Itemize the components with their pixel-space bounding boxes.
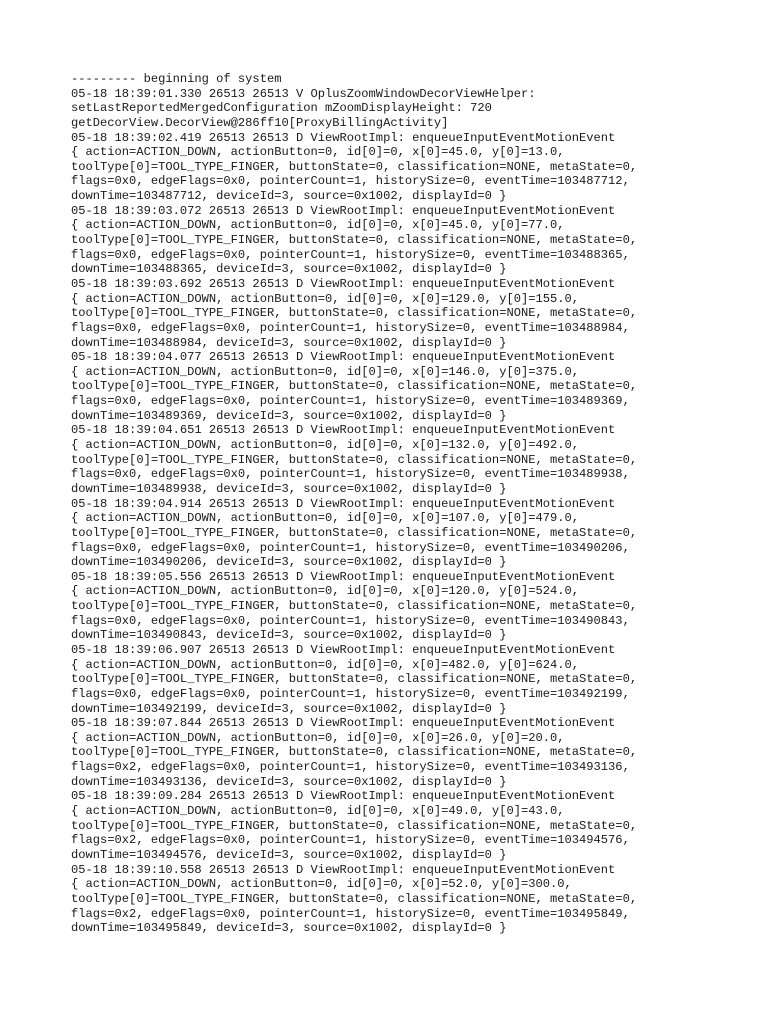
log-entry <box>71 131 711 204</box>
log-line: downTime=103495849, deviceId=3, source=0x1002, displayId=0 } <box>71 921 507 936</box>
log-line: 05-18 18:39:09.284 26513 26513 D ViewRootImpl: enqueueInputEventMotionEvent <box>71 789 616 804</box>
log-line: flags=0x0, edgeFlags=0x0, pointerCount=1, historySize=0, eventTime=103492199, <box>71 686 630 701</box>
log-entry <box>71 497 711 570</box>
log-line: setLastReportedMergedConfiguration mZoomDisplayHeight: 720 <box>71 101 492 116</box>
log-line: { action=ACTION_DOWN, actionButton=0, id[0]=0, x[0]=482.0, y[0]=624.0, <box>71 657 580 672</box>
log-line: 05-18 18:39:05.556 26513 26513 D ViewRootImpl: enqueueInputEventMotionEvent <box>71 569 616 584</box>
log-line: toolType[0]=TOOL_TYPE_FINGER, buttonState=0, classification=NONE, metaState=0, <box>71 891 638 906</box>
log-line: downTime=103490206, deviceId=3, source=0x1002, displayId=0 } <box>71 555 507 570</box>
log-line: 05-18 18:39:03.072 26513 26513 D ViewRootImpl: enqueueInputEventMotionEvent <box>71 203 616 218</box>
log-line: { action=ACTION_DOWN, actionButton=0, id[0]=0, x[0]=146.0, y[0]=375.0, <box>71 364 580 379</box>
log-line: toolType[0]=TOOL_TYPE_FINGER, buttonState=0, classification=NONE, metaState=0, <box>71 159 638 174</box>
log-line: { action=ACTION_DOWN, actionButton=0, id[0]=0, x[0]=132.0, y[0]=492.0, <box>71 438 580 453</box>
log-line: flags=0x2, edgeFlags=0x0, pointerCount=1, historySize=0, eventTime=103495849, <box>71 906 630 921</box>
log-line: { action=ACTION_DOWN, actionButton=0, id[0]=0, x[0]=49.0, y[0]=43.0, <box>71 804 565 819</box>
log-line: toolType[0]=TOOL_TYPE_FINGER, buttonState=0, classification=NONE, metaState=0, <box>71 818 638 833</box>
log-line: flags=0x0, edgeFlags=0x0, pointerCount=1, historySize=0, eventTime=103489369, <box>71 394 630 409</box>
log-line: { action=ACTION_DOWN, actionButton=0, id[0]=0, x[0]=120.0, y[0]=524.0, <box>71 584 580 599</box>
log-line: 05-18 18:39:01.330 26513 26513 V OplusZoomWindowDecorViewHelper: <box>71 86 536 101</box>
log-line: toolType[0]=TOOL_TYPE_FINGER, buttonState=0, classification=NONE, metaState=0, <box>71 306 638 321</box>
log-line: downTime=103490843, deviceId=3, source=0x1002, displayId=0 } <box>71 628 507 643</box>
log-entry <box>71 87 711 131</box>
log-entry <box>71 716 711 789</box>
log-header: --------- beginning of system <box>71 72 282 86</box>
log-entries <box>71 87 711 936</box>
log-line: toolType[0]=TOOL_TYPE_FINGER, buttonState=0, classification=NONE, metaState=0, <box>71 233 638 248</box>
log-entry <box>71 423 711 496</box>
log-line: downTime=103489369, deviceId=3, source=0x1002, displayId=0 } <box>71 408 507 423</box>
log-line: flags=0x0, edgeFlags=0x0, pointerCount=1, historySize=0, eventTime=103488984, <box>71 320 630 335</box>
log-line: { action=ACTION_DOWN, actionButton=0, id[0]=0, x[0]=107.0, y[0]=479.0, <box>71 511 580 526</box>
log-document <box>71 72 711 936</box>
log-entry <box>71 350 711 423</box>
log-line: { action=ACTION_DOWN, actionButton=0, id[0]=0, x[0]=26.0, y[0]=20.0, <box>71 730 565 745</box>
log-line: { action=ACTION_DOWN, actionButton=0, id[0]=0, x[0]=129.0, y[0]=155.0, <box>71 291 580 306</box>
log-line: downTime=103489938, deviceId=3, source=0x1002, displayId=0 } <box>71 481 507 496</box>
log-line: downTime=103488984, deviceId=3, source=0x1002, displayId=0 } <box>71 335 507 350</box>
log-line: flags=0x0, edgeFlags=0x0, pointerCount=1, historySize=0, eventTime=103487712, <box>71 174 630 189</box>
log-line: flags=0x2, edgeFlags=0x0, pointerCount=1, historySize=0, eventTime=103494576, <box>71 833 630 848</box>
log-line: toolType[0]=TOOL_TYPE_FINGER, buttonState=0, classification=NONE, metaState=0, <box>71 672 638 687</box>
log-line: 05-18 18:39:03.692 26513 26513 D ViewRootImpl: enqueueInputEventMotionEvent <box>71 276 616 291</box>
log-line: downTime=103493136, deviceId=3, source=0x1002, displayId=0 } <box>71 774 507 789</box>
log-entry <box>71 204 711 277</box>
log-line: 05-18 18:39:04.914 26513 26513 D ViewRootImpl: enqueueInputEventMotionEvent <box>71 496 616 511</box>
log-line: downTime=103488365, deviceId=3, source=0x1002, displayId=0 } <box>71 262 507 277</box>
log-line: { action=ACTION_DOWN, actionButton=0, id[0]=0, x[0]=45.0, y[0]=13.0, <box>71 145 565 160</box>
log-line: 05-18 18:39:06.907 26513 26513 D ViewRootImpl: enqueueInputEventMotionEvent <box>71 642 616 657</box>
log-line: 05-18 18:39:07.844 26513 26513 D ViewRootImpl: enqueueInputEventMotionEvent <box>71 716 616 731</box>
log-entry <box>71 789 711 862</box>
log-line: 05-18 18:39:04.651 26513 26513 D ViewRootImpl: enqueueInputEventMotionEvent <box>71 423 616 438</box>
log-line: toolType[0]=TOOL_TYPE_FINGER, buttonState=0, classification=NONE, metaState=0, <box>71 599 638 614</box>
log-line: getDecorView.DecorView@286ff10[ProxyBillingActivity] <box>71 115 449 130</box>
log-line: flags=0x0, edgeFlags=0x0, pointerCount=1, historySize=0, eventTime=103490206, <box>71 540 630 555</box>
log-line: downTime=103494576, deviceId=3, source=0x1002, displayId=0 } <box>71 847 507 862</box>
log-line: flags=0x2, edgeFlags=0x0, pointerCount=1, historySize=0, eventTime=103493136, <box>71 760 630 775</box>
log-entry <box>71 277 711 350</box>
log-entry <box>71 570 711 643</box>
log-line: flags=0x0, edgeFlags=0x0, pointerCount=1, historySize=0, eventTime=103488365, <box>71 247 630 262</box>
log-line: { action=ACTION_DOWN, actionButton=0, id[0]=0, x[0]=52.0, y[0]=300.0, <box>71 877 572 892</box>
log-line: 05-18 18:39:02.419 26513 26513 D ViewRootImpl: enqueueInputEventMotionEvent <box>71 130 616 145</box>
log-line: { action=ACTION_DOWN, actionButton=0, id[0]=0, x[0]=45.0, y[0]=77.0, <box>71 218 565 233</box>
log-line: toolType[0]=TOOL_TYPE_FINGER, buttonState=0, classification=NONE, metaState=0, <box>71 452 638 467</box>
log-line: flags=0x0, edgeFlags=0x0, pointerCount=1, historySize=0, eventTime=103489938, <box>71 467 630 482</box>
log-line: downTime=103492199, deviceId=3, source=0x1002, displayId=0 } <box>71 701 507 716</box>
log-entry <box>71 863 711 936</box>
log-entry <box>71 643 711 716</box>
log-line: 05-18 18:39:04.077 26513 26513 D ViewRootImpl: enqueueInputEventMotionEvent <box>71 350 616 365</box>
log-line: downTime=103487712, deviceId=3, source=0x1002, displayId=0 } <box>71 189 507 204</box>
log-line: flags=0x0, edgeFlags=0x0, pointerCount=1, historySize=0, eventTime=103490843, <box>71 613 630 628</box>
log-line: toolType[0]=TOOL_TYPE_FINGER, buttonState=0, classification=NONE, metaState=0, <box>71 525 638 540</box>
log-line: toolType[0]=TOOL_TYPE_FINGER, buttonState=0, classification=NONE, metaState=0, <box>71 745 638 760</box>
log-line: toolType[0]=TOOL_TYPE_FINGER, buttonState=0, classification=NONE, metaState=0, <box>71 379 638 394</box>
log-line: 05-18 18:39:10.558 26513 26513 D ViewRootImpl: enqueueInputEventMotionEvent <box>71 862 616 877</box>
